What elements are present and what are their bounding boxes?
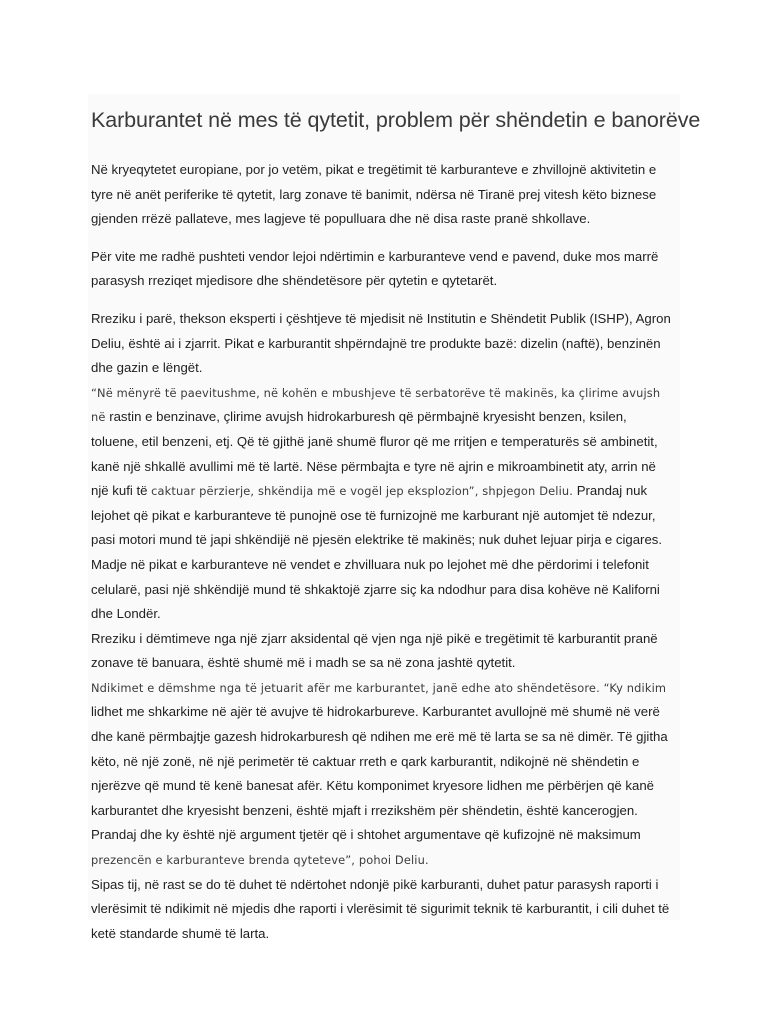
quote-vapors-middle: rastin e benzinave, çlirime avujsh hidrokarburesh që përmbajnë kryesisht benzen, ksilen, toluene, etil benzeni, etj. Që të gjithë janë shumë fluror që me rritjen e temperaturës së ambinetit, kanë një shkallë avullimi më të lartë. Nëse përmbajta e tyre në ajrin e mikroambinetit aty, arrin në një kufi të bbox=[91, 409, 658, 499]
quote-vapors-end: caktuar përzierje, shkëndija më e vogël jep eksplozion”, shpjegon Deliu. bbox=[151, 484, 574, 499]
health-effects-end: prezencën e karburanteve brenda qyteteve”, pohoi Deliu. bbox=[91, 853, 429, 868]
health-effects-start: Ndikimet e dëmshme nga të jetuarit afër me karburantet, janë edhe ato shëndetësore. “Ky ndikim bbox=[91, 680, 667, 695]
quote-vapors-followup: Prandaj nuk lejohet që pikat e karburanteve të punojnë ose të furnizojnë me karburant një automjet të ndezur, pasi motori mund të japi shkëndijë në pjesën elektrike të makinës; nuk duhet lejuar pirja e cigares. Madje në pikat e karburanteve në vendet e zhvilluara nuk po lejohet më dhe përdorimi i telefonit celularë, pasi një shkëndijë mund të shkaktojë zjarre siç ka ndodhur para disa kohëve në Kaliforni dhe Londër. bbox=[91, 483, 663, 622]
paragraph-fire-risk: Rreziku i parë, thekson eksperti i çështjeve të mjedisit në Institutin e Shëndetit Publik (ISHP), Agron Deliu, është ai i zjarrit. Pikat e karburantit shpërndajnë tre produkte bazë: dizelin (naftë), benzinën dhe gazin e lëngët. bbox=[91, 310, 671, 376]
paragraph-health-effects bbox=[91, 676, 677, 873]
quote-vapors-start: “Në mënyrë të paevitushme, në kohën e mbushjeve të serbatorëve të makinës, ka çlirime avujsh në bbox=[91, 385, 661, 425]
article-container bbox=[88, 94, 701, 941]
paragraph-quote-vapors bbox=[91, 381, 677, 627]
health-effects-middle: lidhet me shkarkime në ajër të avujve të hidrokarbureve. Karburantet avullojnë më shumë në verë dhe kanë përmbajtje gazesh hidrokarburesh që ndihen me erë më të larta se sa në dimër. Të gjitha këto, në një zonë, në një perimetër të caktuar rreth e qark karburantit, ndikojnë në shëndetin e njerëzve që mund të kenë banesat afër. Këtu komponimet kryesore lidhen me përbërjen që kanë karburantet dhe kryesisht benzeni, është mjaft i rrezikshëm për shëndetin, është kancerogjen. Prandaj dhe ky është një argument tjetër që i shtohet argumentave që kufizojnë në maksimum bbox=[91, 704, 668, 843]
paragraph-local-government: Për vite me radhë pushteti vendor lejoi ndërtimin e karburanteve vend e pavend, duke mos marrë parasysh rreziqet mjedisore dhe shëndetësore për qytetin e qytetarët. bbox=[91, 248, 659, 289]
paragraph-accidental-fire: Rreziku i dëmtimeve nga një zjarr aksidental që vjen nga një pikë e tregëtimit të karburantit pranë zonave të banuara, është shumë më i madh se sa në zona jashtë qytetit. bbox=[91, 630, 658, 671]
article-title: Karburantet në mes të qytetit, problem për shëndetin e banorëve bbox=[91, 108, 701, 132]
paragraph-intro: Në kryeqytetet europiane, por jo vetëm, pikat e tregëtimit të karburanteve e zhvillojnë aktivitetin e tyre në anët periferike të qytetit, larg zonave të banimit, ndërsa në Tiranë prej vitesh këto biznese gjenden rrëzë pallateve, mes lagjeve të populluara dhe në disa raste pranë shkollave. bbox=[91, 162, 657, 227]
paragraph-assessment: Sipas tij, në rast se do të duhet të ndërtohet ndonjë pikë karburanti, duhet patur parasysh raporti i vlerësimit të ndikimit në mjedis dhe raporti i vlerësimit të sigurimit teknik të karburantit, i cili duhet të ketë standarde shumë të larta. bbox=[91, 876, 670, 941]
